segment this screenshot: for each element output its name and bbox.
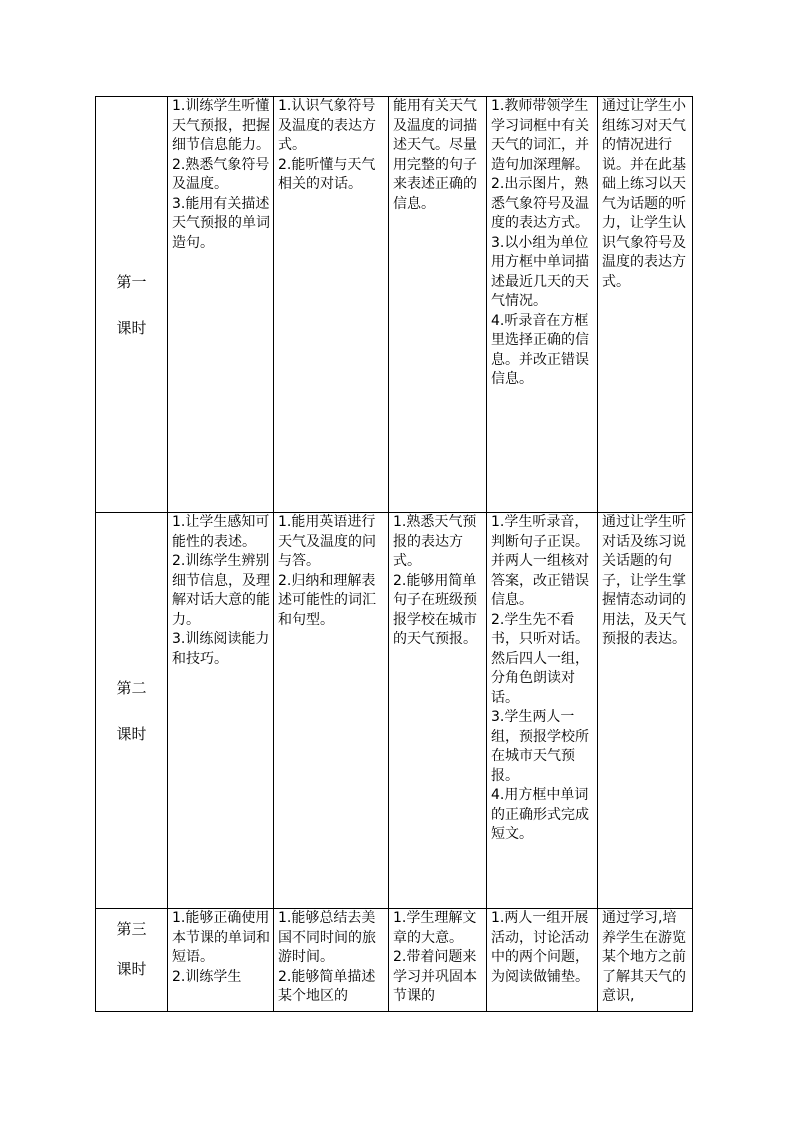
period-label-line1: 第一 (116, 272, 147, 291)
cell-text: 1.能用英语进行天气及温度的问与答。 (278, 514, 376, 569)
cell-text: 2.出示图片，熟悉气象符号及温度的表达方式。 (491, 176, 589, 231)
cell-text: 通过让学生小组练习对天气的情况进行说。并在此基础上练习以天气为话题的听力，让学生认识气象符号及温度的表达方式。 (602, 98, 686, 290)
cell-text: 1.能够总结去美国不同时间的旅游时间。 (278, 910, 376, 965)
cell-text: 3.以小组为单位用方框中单词描述最近几天的天气情况。 (491, 234, 589, 309)
period-label-line1: 第二 (116, 678, 147, 697)
period-cell (96, 909, 168, 1012)
period-cell (96, 513, 168, 909)
period-label-line2: 课时 (116, 960, 147, 978)
cell-text: 2.带着问题来学习并巩固本节课的 (393, 949, 477, 1004)
cell-text: 4.用方框中单词的正确形式完成短文。 (491, 787, 589, 842)
objective-cell (168, 513, 274, 909)
cell-text: 1.两人一组开展活动，讨论活动中的两个问题，为阅读做铺垫。 (491, 910, 589, 985)
table-row (96, 513, 693, 909)
knowledge-cell (274, 513, 389, 909)
cell-text: 3.训练阅读能力和技巧。 (172, 631, 270, 667)
period-label-line2: 课时 (116, 318, 147, 337)
cell-text: 通过让学生听对话及练习说关话题的句子，让学生掌握情态动词的用法，及天气预报的表达。 (602, 514, 686, 647)
cell-text: 2.归纳和理解表述可能性的词汇和句型。 (278, 572, 376, 628)
cell-text: 1.教师带领学生学习词框中有关天气的词汇，并造句加深理解。 (491, 98, 589, 173)
cell-text: 1.学生理解文章的大意。 (393, 910, 477, 946)
cell-text: 1.能够正确使用本节课的单词和短语。 (172, 910, 270, 965)
knowledge-cell (274, 909, 389, 1012)
cell-text: 1.认识气象符号及温度的表达方式。 (278, 98, 376, 153)
objective-cell (168, 97, 274, 513)
purpose-cell (598, 909, 693, 1012)
objective-cell (168, 909, 274, 1012)
lesson-plan-table (95, 96, 693, 1012)
cell-text: 4.听录音在方框里选择正确的信息。并改正错误信息。 (491, 312, 589, 387)
cell-text: 1.训练学生听懂天气预报，把握细节信息能力。 (172, 98, 270, 153)
table-row (96, 97, 693, 513)
cell-text: 2.训练学生 (172, 968, 242, 985)
cell-text: 1.熟悉天气预报的表达方式。 (393, 514, 477, 569)
skill-cell (389, 97, 487, 513)
cell-text: 2.熟悉气象符号及温度。 (172, 156, 270, 192)
skill-cell (389, 513, 487, 909)
period-label-line1: 第三 (116, 920, 147, 938)
cell-text: 2.训练学生辨别细节信息，及理解对话大意的能力。 (172, 553, 270, 628)
cell-text: 3.能用有关描述天气预报的单词造句。 (172, 195, 270, 251)
activity-cell (487, 909, 598, 1012)
cell-text: 2.能够简单描述某个地区的 (278, 968, 376, 1004)
cell-text: 1.学生听录音，判断句子正误。并两人一组核对答案，改正错误信息。 (491, 514, 589, 608)
cell-text: 能用有关天气及温度的词描述天气。尽量用完整的句子来表述正确的信息。 (393, 98, 477, 212)
cell-text: 3.学生两人一组，预报学校所在城市天气预报。 (491, 709, 589, 784)
cell-text: 2.能够用简单句子在班级预报学校在城市的天气预报。 (393, 572, 477, 647)
knowledge-cell (274, 97, 389, 513)
purpose-cell (598, 513, 693, 909)
activity-cell (487, 513, 598, 909)
table-row (96, 909, 693, 1012)
cell-text: 2.能听懂与天气相关的对话。 (278, 156, 376, 192)
activity-cell (487, 97, 598, 513)
skill-cell (389, 909, 487, 1012)
cell-text: 1.让学生感知可能性的表述。 (172, 514, 270, 550)
period-label-line2: 课时 (116, 724, 147, 743)
purpose-cell (598, 97, 693, 513)
period-cell (96, 97, 168, 513)
cell-text: 通过学习,培养学生在游览某个地方之前了解其天气的意识, (602, 910, 686, 1004)
cell-text: 2.学生先不看书，只听对话。然后四人一组，分角色朗读对话。 (491, 611, 589, 706)
